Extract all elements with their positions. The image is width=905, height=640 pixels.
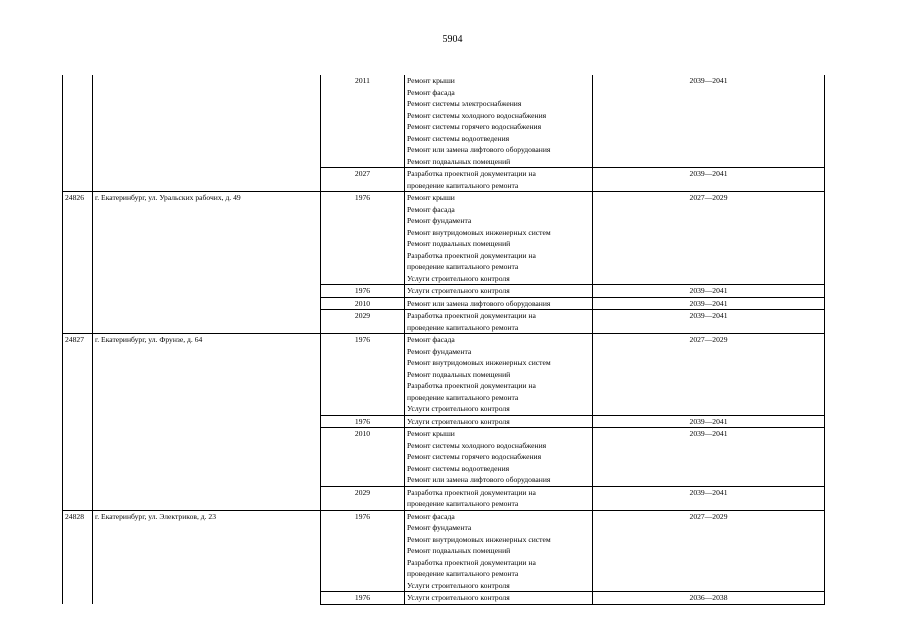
work-item: Ремонт внутридомовых инженерных систем — [407, 227, 551, 237]
work-item: Ремонт системы горячего водоснабжения — [407, 122, 542, 131]
work-item: Ремонт фундамента — [407, 523, 472, 532]
year-cell: 1976 — [321, 510, 405, 592]
building-id-cell: 24826 — [63, 192, 93, 334]
works-cell — [405, 592, 593, 605]
work-item: проведение капитального ремонта — [407, 499, 519, 508]
work-item: Разработка проектной документации на — [407, 250, 536, 260]
work-item: Ремонт подвальных помещений — [407, 156, 511, 166]
period-cell: 2039—2041 — [593, 75, 825, 168]
work-item: Ремонт крыши — [407, 76, 455, 85]
year-cell: 1976 — [321, 592, 405, 605]
work-item: проведение капитального ремонта — [407, 180, 519, 190]
works-cell — [405, 428, 593, 487]
work-item: Разработка проектной документации на — [407, 311, 536, 320]
works-cell — [405, 334, 593, 416]
work-item: Разработка проектной документации на — [407, 557, 536, 567]
period-cell: 2039—2041 — [593, 415, 825, 428]
table-row — [63, 75, 825, 168]
year-cell: 2027 — [321, 168, 405, 192]
work-item: Ремонт системы водоотведения — [407, 463, 510, 473]
work-item: Ремонт фундамента — [407, 346, 472, 356]
building-address-cell: г. Екатеринбург, ул. Уральских рабочих, д. 49 — [93, 192, 321, 334]
work-item: Разработка проектной документации на — [407, 169, 536, 178]
work-item: Ремонт подвальных помещений — [407, 546, 511, 555]
table-row — [63, 192, 825, 285]
work-item: Ремонт крыши — [407, 429, 455, 438]
period-cell: 2039—2041 — [593, 297, 825, 310]
work-item: Услуги строительного контроля — [407, 416, 510, 426]
year-cell: 2029 — [321, 486, 405, 510]
period-cell: 2039—2041 — [593, 428, 825, 487]
year-cell: 2010 — [321, 428, 405, 487]
period-cell: 2039—2041 — [593, 168, 825, 192]
work-item: Ремонт системы электроснабжения — [407, 99, 522, 108]
table-row — [63, 334, 825, 416]
building-id-cell — [63, 75, 93, 192]
year-cell: 2010 — [321, 297, 405, 310]
work-item: Разработка проектной документации на — [407, 487, 536, 497]
building-address-cell: г. Екатеринбург, ул. Фрунзе, д. 64 — [93, 334, 321, 511]
work-item: проведение капитального ремонта — [407, 569, 519, 578]
work-item: Услуги строительного контроля — [407, 286, 510, 295]
work-item: Ремонт или замена лифтового оборудования — [407, 475, 551, 484]
work-item: Услуги строительного контроля — [407, 273, 510, 283]
work-item: Разработка проектной документации на — [407, 381, 536, 390]
period-cell: 2027—2029 — [593, 192, 825, 285]
work-item: Ремонт или замена лифтового оборудования — [407, 298, 551, 308]
repair-schedule-table — [62, 75, 825, 605]
work-item: Ремонт системы горячего водоснабжения — [407, 452, 542, 461]
year-cell: 1976 — [321, 334, 405, 416]
work-item: Ремонт внутридомовых инженерных систем — [407, 534, 551, 544]
period-cell: 2027—2029 — [593, 510, 825, 592]
work-item: Ремонт внутридомовых инженерных систем — [407, 358, 551, 367]
works-cell — [405, 168, 593, 192]
work-item: проведение капитального ремонта — [407, 322, 519, 332]
work-item: Услуги строительного контроля — [407, 404, 510, 413]
year-cell: 1976 — [321, 285, 405, 298]
work-item: Ремонт крыши — [407, 193, 455, 202]
period-cell: 2039—2041 — [593, 285, 825, 298]
building-address-cell: г. Екатеринбург, ул. Электриков, д. 23 — [93, 510, 321, 604]
year-cell: 2011 — [321, 75, 405, 168]
work-item: Ремонт подвальных помещений — [407, 239, 511, 248]
year-cell: 1976 — [321, 415, 405, 428]
work-item: Ремонт или замена лифтового оборудования — [407, 145, 551, 154]
works-cell — [405, 415, 593, 428]
repair-schedule-body — [63, 75, 825, 604]
building-address-cell — [93, 75, 321, 192]
building-id-cell: 24827 — [63, 334, 93, 511]
year-cell: 1976 — [321, 192, 405, 285]
work-item: Ремонт фасада — [407, 204, 455, 214]
work-item: Ремонт системы водоотведения — [407, 133, 510, 143]
works-cell — [405, 285, 593, 298]
works-cell — [405, 510, 593, 592]
work-item: Ремонт фасада — [407, 511, 455, 521]
works-cell — [405, 297, 593, 310]
work-item: Ремонт системы холодного водоснабжения — [407, 440, 547, 450]
work-item: Ремонт фундамента — [407, 216, 472, 225]
work-item: проведение капитального ремонта — [407, 262, 519, 271]
work-item: Услуги строительного контроля — [407, 593, 510, 602]
work-item: Ремонт фасада — [407, 87, 455, 97]
work-item: Услуги строительного контроля — [407, 580, 510, 590]
page-number: 5904 — [442, 34, 463, 45]
works-cell — [405, 192, 593, 285]
works-cell — [405, 310, 593, 334]
work-item: Ремонт фасада — [407, 335, 455, 344]
work-item: Ремонт системы холодного водоснабжения — [407, 110, 547, 120]
period-cell: 2027—2029 — [593, 334, 825, 416]
works-cell — [405, 486, 593, 510]
period-cell: 2039—2041 — [593, 310, 825, 334]
period-cell: 2036—2038 — [593, 592, 825, 605]
period-cell: 2039—2041 — [593, 486, 825, 510]
building-id-cell: 24828 — [63, 510, 93, 604]
work-item: проведение капитального ремонта — [407, 392, 519, 402]
table-row — [63, 510, 825, 592]
year-cell: 2029 — [321, 310, 405, 334]
works-cell — [405, 75, 593, 168]
work-item: Ремонт подвальных помещений — [407, 369, 511, 379]
